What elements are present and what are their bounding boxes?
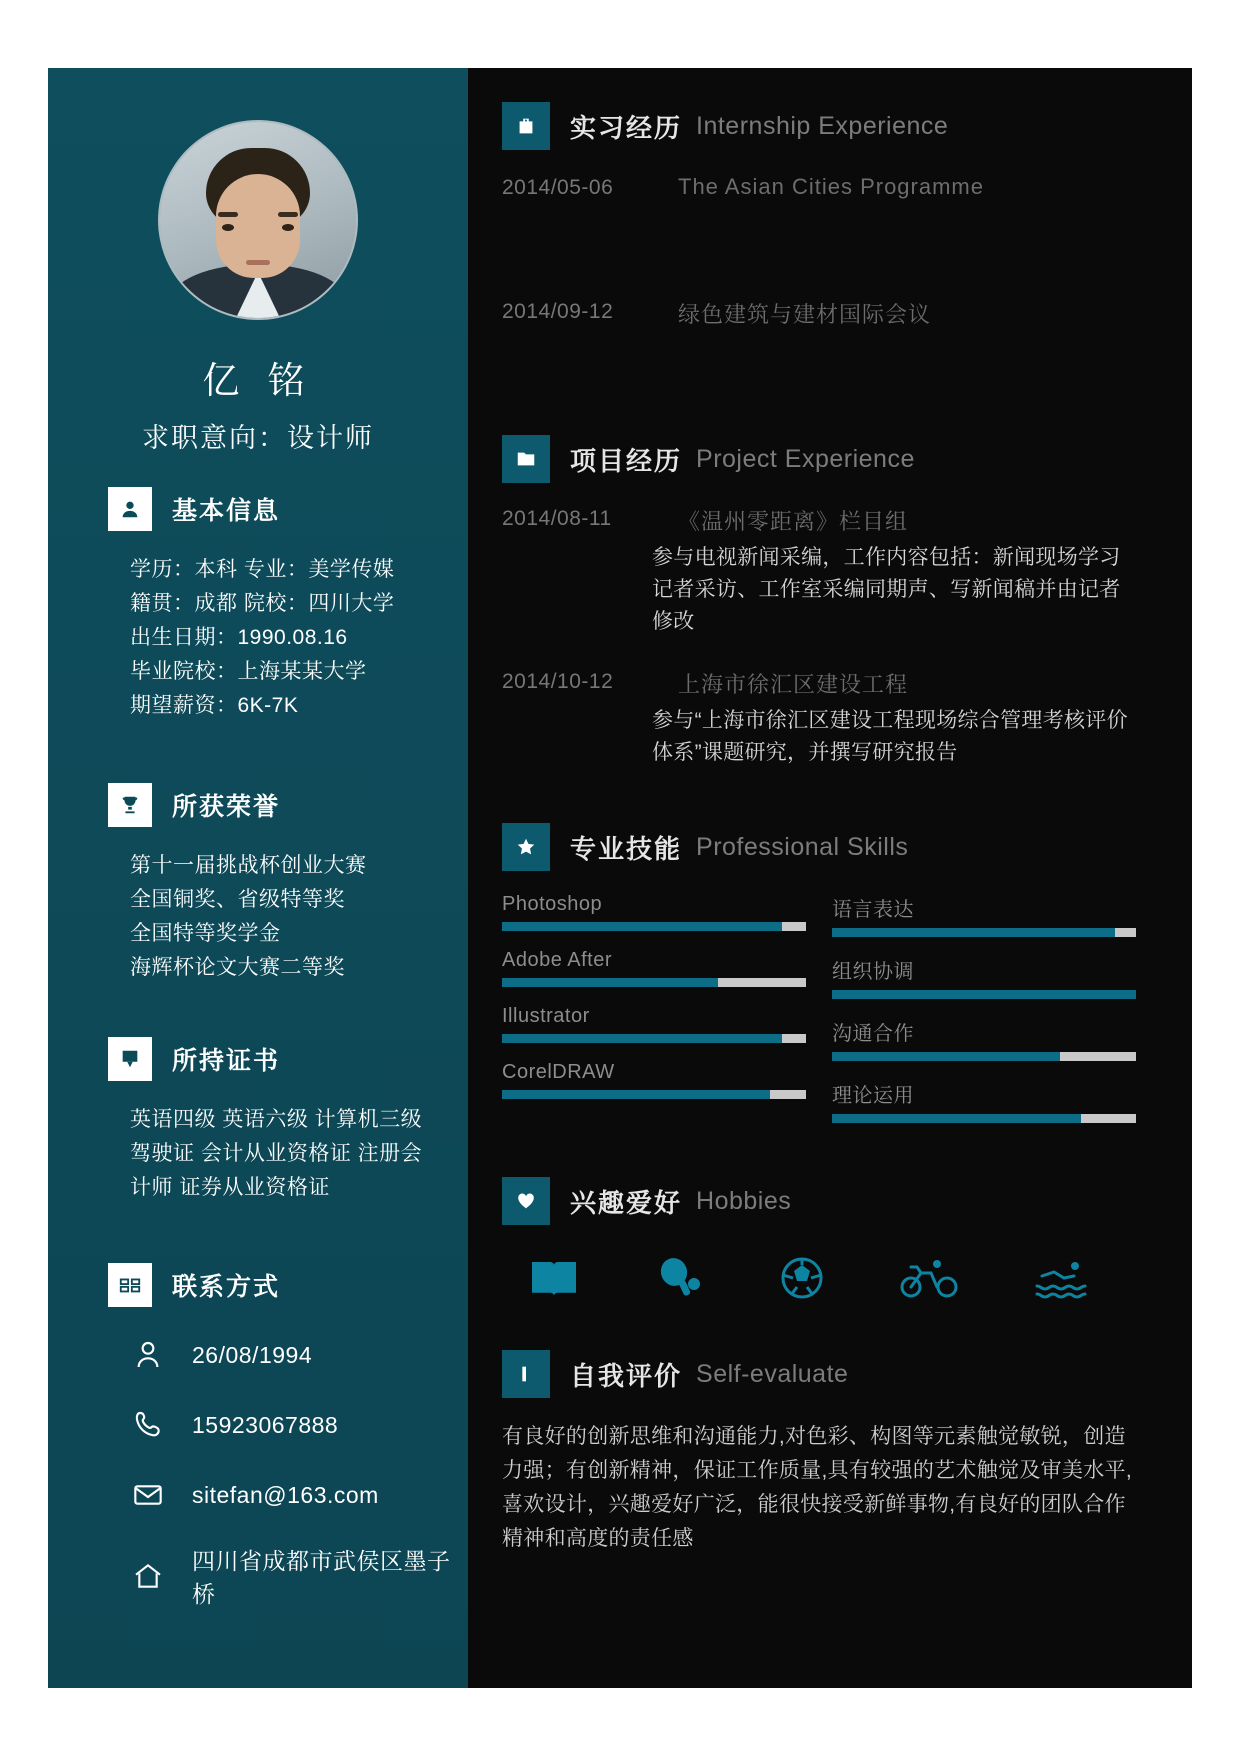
job-objective: 求职意向：设计师 (142, 423, 374, 453)
entry-date: 2014/09-12 (502, 300, 614, 323)
resume-document (48, 68, 1192, 1688)
skill-item (502, 949, 806, 987)
section-title-cn: 自我评价 (570, 1360, 683, 1391)
basic-info-line: 籍贯：成都 院校：四川大学 (130, 592, 395, 615)
skill-label: CorelDRAW (502, 1061, 615, 1083)
section-header-basic-info (108, 487, 468, 531)
certificate-line: 计师 证券从业资格证 (130, 1176, 330, 1199)
skill-label: 理论运用 (832, 1085, 914, 1107)
skill-item (832, 955, 1136, 999)
honor-line: 全国特等奖学金 (130, 922, 281, 945)
skills-column-software (502, 893, 806, 1141)
skill-bar (832, 990, 1136, 999)
skill-bar (502, 978, 806, 987)
entry-date: 2014/05-06 (502, 176, 614, 199)
skill-bar (832, 1052, 1136, 1061)
contact-icon (108, 1263, 152, 1307)
person-icon (126, 1333, 170, 1377)
section-title-cn: 专业技能 (570, 833, 683, 864)
contact-value: 15923067888 (192, 1411, 339, 1438)
entry-role: 《温州零距离》栏目组 (678, 509, 909, 534)
avatar-container (48, 68, 468, 320)
skill-bar (502, 1090, 806, 1099)
skills-column-soft (832, 893, 1136, 1141)
basic-info-line: 学历：本科 专业：美学传媒 (130, 558, 395, 581)
section-header-self-evaluate (502, 1350, 1136, 1398)
contact-item-address (126, 1543, 468, 1609)
skill-label: Photoshop (502, 893, 603, 915)
book-icon (528, 1256, 580, 1305)
star-icon (502, 823, 550, 871)
section-header-hobbies (502, 1177, 1136, 1225)
skill-label: 沟通合作 (832, 1023, 914, 1045)
skill-item (832, 1079, 1136, 1123)
heart-icon (502, 1177, 550, 1225)
section-title: 所获荣誉 (172, 793, 281, 821)
section-header-internship (502, 102, 1136, 150)
section-title-en: Project Experience (696, 444, 915, 473)
skill-bar-fill (502, 1034, 782, 1043)
certificate-icon (108, 1037, 152, 1081)
trophy-icon (108, 783, 152, 827)
main-content (468, 68, 1192, 1688)
section-title-cn: 项目经历 (570, 445, 683, 476)
basic-info-body (130, 553, 450, 723)
quote-icon (502, 1350, 550, 1398)
skill-bar (832, 928, 1136, 937)
basic-info-line: 出生日期：1990.08.16 (130, 626, 348, 649)
section-header-project (502, 435, 1136, 483)
skill-bar-fill (502, 978, 718, 987)
entry-desc: 参与“上海市徐汇区建设工程现场综合管理考核评价体系”课题研究，并撰写研究报告 (652, 709, 1128, 764)
contact-value: sitefan@163.com (192, 1481, 379, 1508)
section-title-cn: 兴趣爱好 (570, 1187, 683, 1218)
user-card-icon (108, 487, 152, 531)
contact-item-phone (126, 1403, 468, 1447)
entry-role: The Asian Cities Programme (678, 174, 984, 199)
skill-item (832, 1017, 1136, 1061)
certificate-line: 驾驶证 会计从业资格证 注册会 (130, 1142, 423, 1165)
skill-bar (832, 1114, 1136, 1123)
skills-grid (502, 893, 1136, 1141)
project-entry (502, 668, 1136, 769)
section-title-en: Hobbies (696, 1186, 792, 1215)
skill-bar (502, 922, 806, 931)
internship-entry (502, 174, 1136, 206)
folder-icon (502, 435, 550, 483)
basic-info-line: 毕业院校：上海某某大学 (130, 660, 367, 683)
section-title: 联系方式 (172, 1273, 281, 1301)
section-title-en: Professional Skills (696, 832, 909, 861)
skill-bar-fill (502, 1090, 770, 1099)
section-title: 所持证书 (172, 1047, 281, 1075)
avatar (158, 120, 358, 320)
skill-item (502, 893, 806, 931)
skill-bar-fill (832, 1114, 1081, 1123)
hobby-icon-row (528, 1255, 1092, 1306)
skill-item (502, 1005, 806, 1043)
honor-line: 全国铜奖、省级特等奖 (130, 888, 345, 911)
entry-desc: 参与电视新闻采编，工作内容包括：新闻现场学习记者采访、工作室采编同期声、写新闻稿并由记者修改 (652, 546, 1121, 633)
skill-bar-fill (832, 1052, 1060, 1061)
home-icon (126, 1554, 170, 1598)
skill-item (502, 1061, 806, 1099)
section-header-certificates (108, 1037, 468, 1081)
skill-label: Illustrator (502, 1005, 590, 1027)
entry-role: 上海市徐汇区建设工程 (678, 672, 909, 697)
soccer-ball-icon (779, 1255, 825, 1306)
mail-icon (126, 1473, 170, 1517)
basic-info-line: 期望薪资：6K-7K (130, 694, 299, 717)
skill-bar-fill (502, 922, 782, 931)
entry-date: 2014/10-12 (502, 670, 614, 693)
contact-item-email (126, 1473, 468, 1517)
certificate-line: 英语四级 英语六级 计算机三级 (130, 1108, 423, 1131)
honor-line: 海辉杯论文大赛二等奖 (130, 956, 345, 979)
cycling-icon (899, 1256, 961, 1305)
table-tennis-icon (654, 1256, 706, 1305)
skill-bar-fill (832, 928, 1115, 937)
skill-label: 组织协调 (832, 961, 914, 983)
contact-list (126, 1333, 468, 1609)
certificates-body (130, 1103, 450, 1205)
section-title-en: Internship Experience (696, 111, 949, 140)
self-evaluate-text: 有良好的创新思维和沟通能力,对色彩、构图等元素触觉敏锐，创造力强；有创新精神，保证工作质量,具有较强的艺术触觉及审美水平,喜欢设计，兴趣爱好广泛，能很快接受新鲜事物,有良好的团队合作精神和高度的责任感 (502, 1425, 1132, 1550)
internship-entry (502, 298, 1136, 335)
project-entry (502, 505, 1136, 638)
section-header-honors (108, 783, 468, 827)
candidate-name: 亿 铭 (202, 360, 314, 401)
entry-role: 绿色建筑与建材国际会议 (678, 302, 932, 327)
contact-value: 26/08/1994 (192, 1341, 313, 1368)
section-header-skills (502, 823, 1136, 871)
section-title: 基本信息 (172, 497, 281, 525)
honor-line: 第十一届挑战杯创业大赛 (130, 854, 367, 877)
briefcase-icon (502, 102, 550, 150)
phone-icon (126, 1403, 170, 1447)
section-header-contact (108, 1263, 468, 1307)
entry-date: 2014/08-11 (502, 507, 612, 530)
contact-item-birthdate (126, 1333, 468, 1377)
skill-bar (502, 1034, 806, 1043)
contact-value: 四川省成都市武侯区墨子桥 (192, 1548, 451, 1607)
skill-label: Adobe After (502, 949, 613, 971)
honors-body (130, 849, 450, 985)
skill-label: 语言表达 (832, 899, 914, 921)
skill-bar-fill (832, 990, 1136, 999)
swimming-icon (1034, 1256, 1092, 1305)
section-title-cn: 实习经历 (570, 112, 683, 143)
section-title-en: Self-evaluate (696, 1359, 849, 1388)
left-sidebar (48, 68, 468, 1688)
skill-item (832, 893, 1136, 937)
